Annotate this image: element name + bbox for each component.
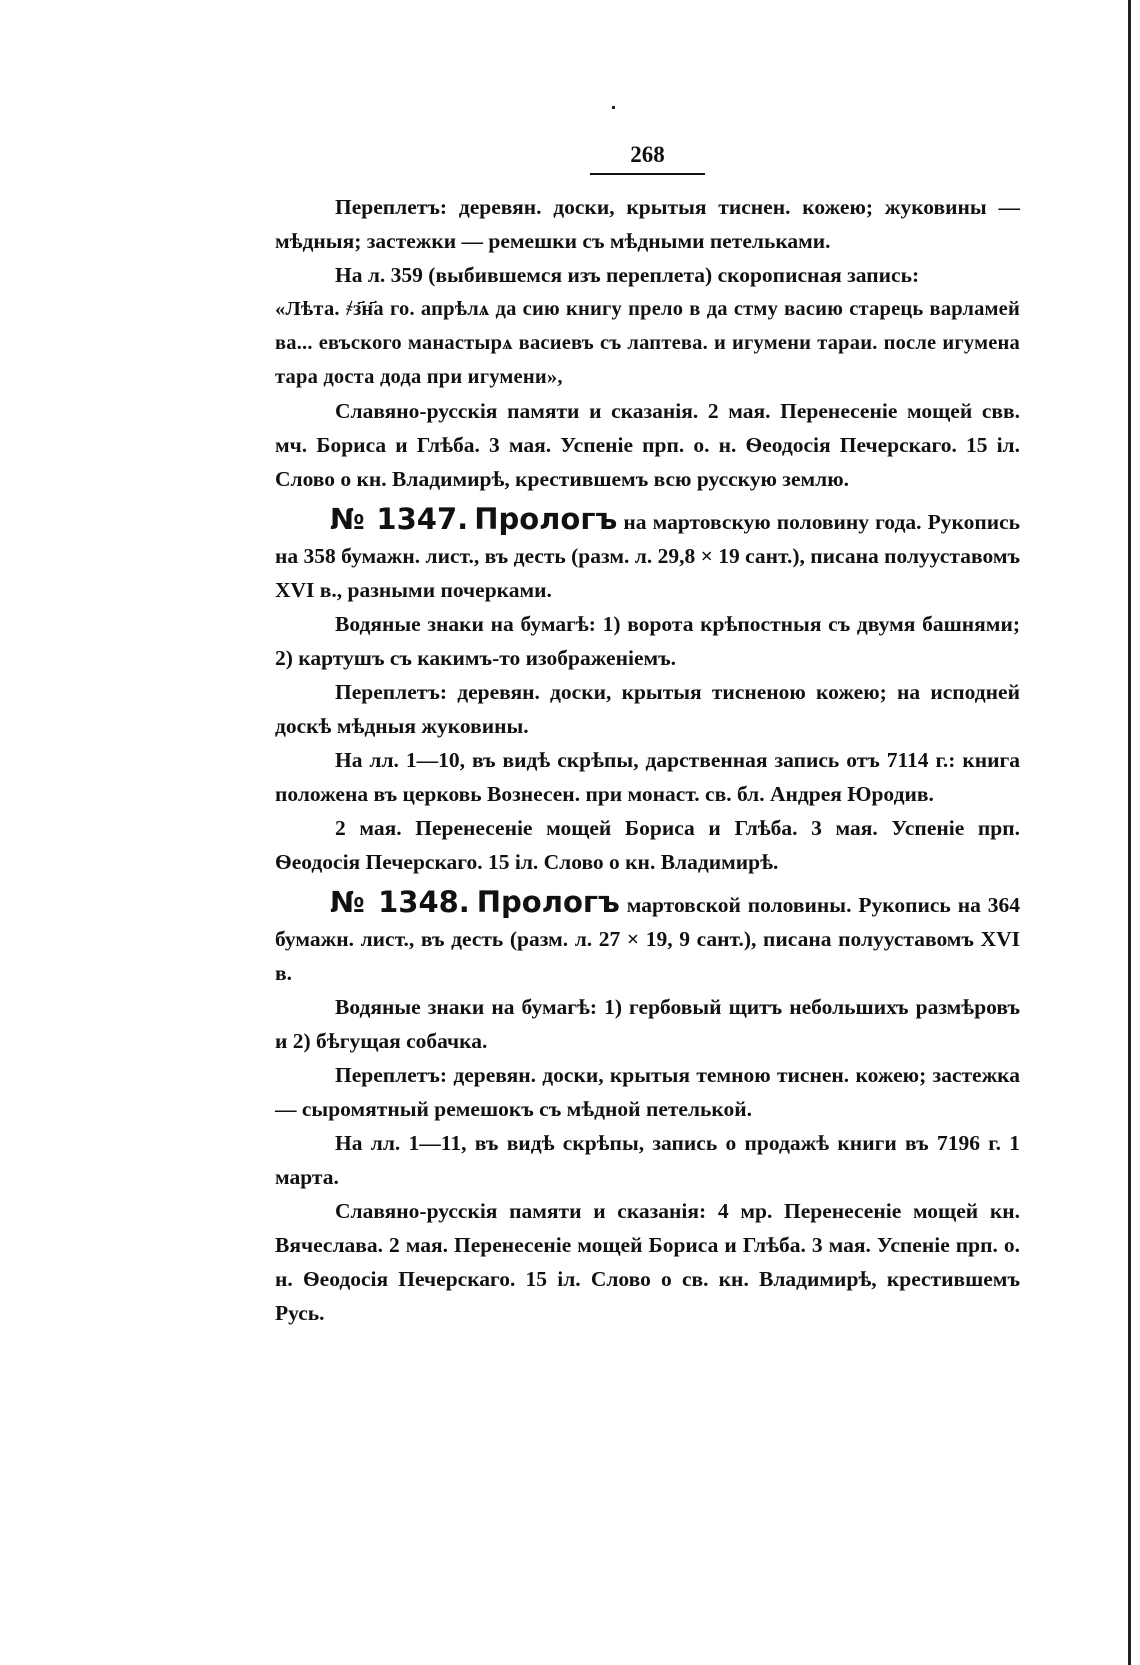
entry-number: № 1348. xyxy=(330,885,470,919)
entry-description: на мартовскую половину года. Рукопись на 358 бумажн. лист., въ десть (разм. л. 29,8 × 19 сант.), писана полууставомъ XVI в., разными почерками. xyxy=(275,510,1021,602)
entry-title: Прологъ xyxy=(476,885,620,919)
binding-paragraph: Переплетъ: деревян. доски, крытыя тисненою кожею; на исподней доскѣ мѣдныя жуковины. xyxy=(275,680,1020,738)
note-paragraph: На лл. 1—10, въ видѣ скрѣпы, дарственная запись отъ 7114 г.: книга положена въ церковь Вознесен. при монаст. св. бл. Андрея Юродив. xyxy=(275,748,1020,806)
note-paragraph: На лл. 1—11, въ видѣ скрѣпы, запись о продажѣ книги въ 7196 г. 1 марта. xyxy=(275,1131,1020,1189)
contents-paragraph: Славяно-русскія памяти и сказанія. 2 мая. Перенесеніе мощей свв. мч. Бориса и Глѣба. 3 мая. Успеніе прп. о. н. Ѳеодосія Печерскаго. 15 іл. Слово о кн. Владимирѣ, крестившемъ всю русскую землю. xyxy=(275,399,1020,491)
entry-description: мартовской половины. Рукопись на 364 бумажн. лист., въ десть (разм. л. 27 × 19, 9 сант.), писана полууставомъ XVI в. xyxy=(275,893,1021,985)
entry-1347-header xyxy=(275,502,1020,607)
binding-paragraph: Переплетъ: деревян. доски, крытыя тиснен. кожею; жуковины — мѣдныя; застежки — ремешки съ мѣдными петельками. xyxy=(275,195,1020,253)
page-number-rule xyxy=(590,173,705,175)
page-number: 268 xyxy=(630,142,665,167)
contents-paragraph: 2 мая. Перенесеніе мощей Бориса и Глѣба. 3 мая. Успеніе прп. Ѳеодосія Печерскаго. 15 іл. Слово о кн. Владимирѣ. xyxy=(275,816,1020,874)
note-intro: На л. 359 (выбившемся изъ переплета) скорописная запись: xyxy=(335,263,920,287)
contents-paragraph: Славяно-русскія памяти и сказанія: 4 мр. Перенесеніе мощей кн. Вячеслава. 2 мая. Перенесеніе мощей Бориса и Глѣба. 3 мая. Успеніе прп. о. н. Ѳеодосія Печерскаго. 15 іл. Слово о св. кн. Владимирѣ, крестившемъ Русь. xyxy=(275,1199,1020,1325)
entry-number: № 1347. xyxy=(330,502,469,536)
scan-edge-line xyxy=(1128,0,1131,1665)
watermarks-paragraph: Водяные знаки на бумагѣ: 1) гербовый щитъ небольшихъ размѣровъ и 2) бѣгущая собачка. xyxy=(275,995,1020,1053)
watermarks-paragraph: Водяные знаки на бумагѣ: 1) ворота крѣпостныя съ двумя башнями; 2) картушъ съ какимъ-то изображеніемъ. xyxy=(275,612,1020,670)
page-body xyxy=(275,190,1020,1330)
binding-paragraph: Переплетъ: деревян. доски, крытыя темною тиснен. кожею; застежка — сыромятный ремешокъ съ мѣдной петелькой. xyxy=(275,1063,1020,1121)
old-script-inscription: «Лѣта. ҂з҃н҃а го. апрѣлѧ да сию книгу прело в да стму васию старець варламей ва... евъского манастырѧ васиевъ съ лаптева. и игумени тараи. после игумена тара доста дода при игумени», xyxy=(275,298,1020,388)
entry-1348-header xyxy=(275,885,1020,990)
entry-title: Прологъ xyxy=(474,502,618,536)
scan-speck xyxy=(612,106,615,109)
